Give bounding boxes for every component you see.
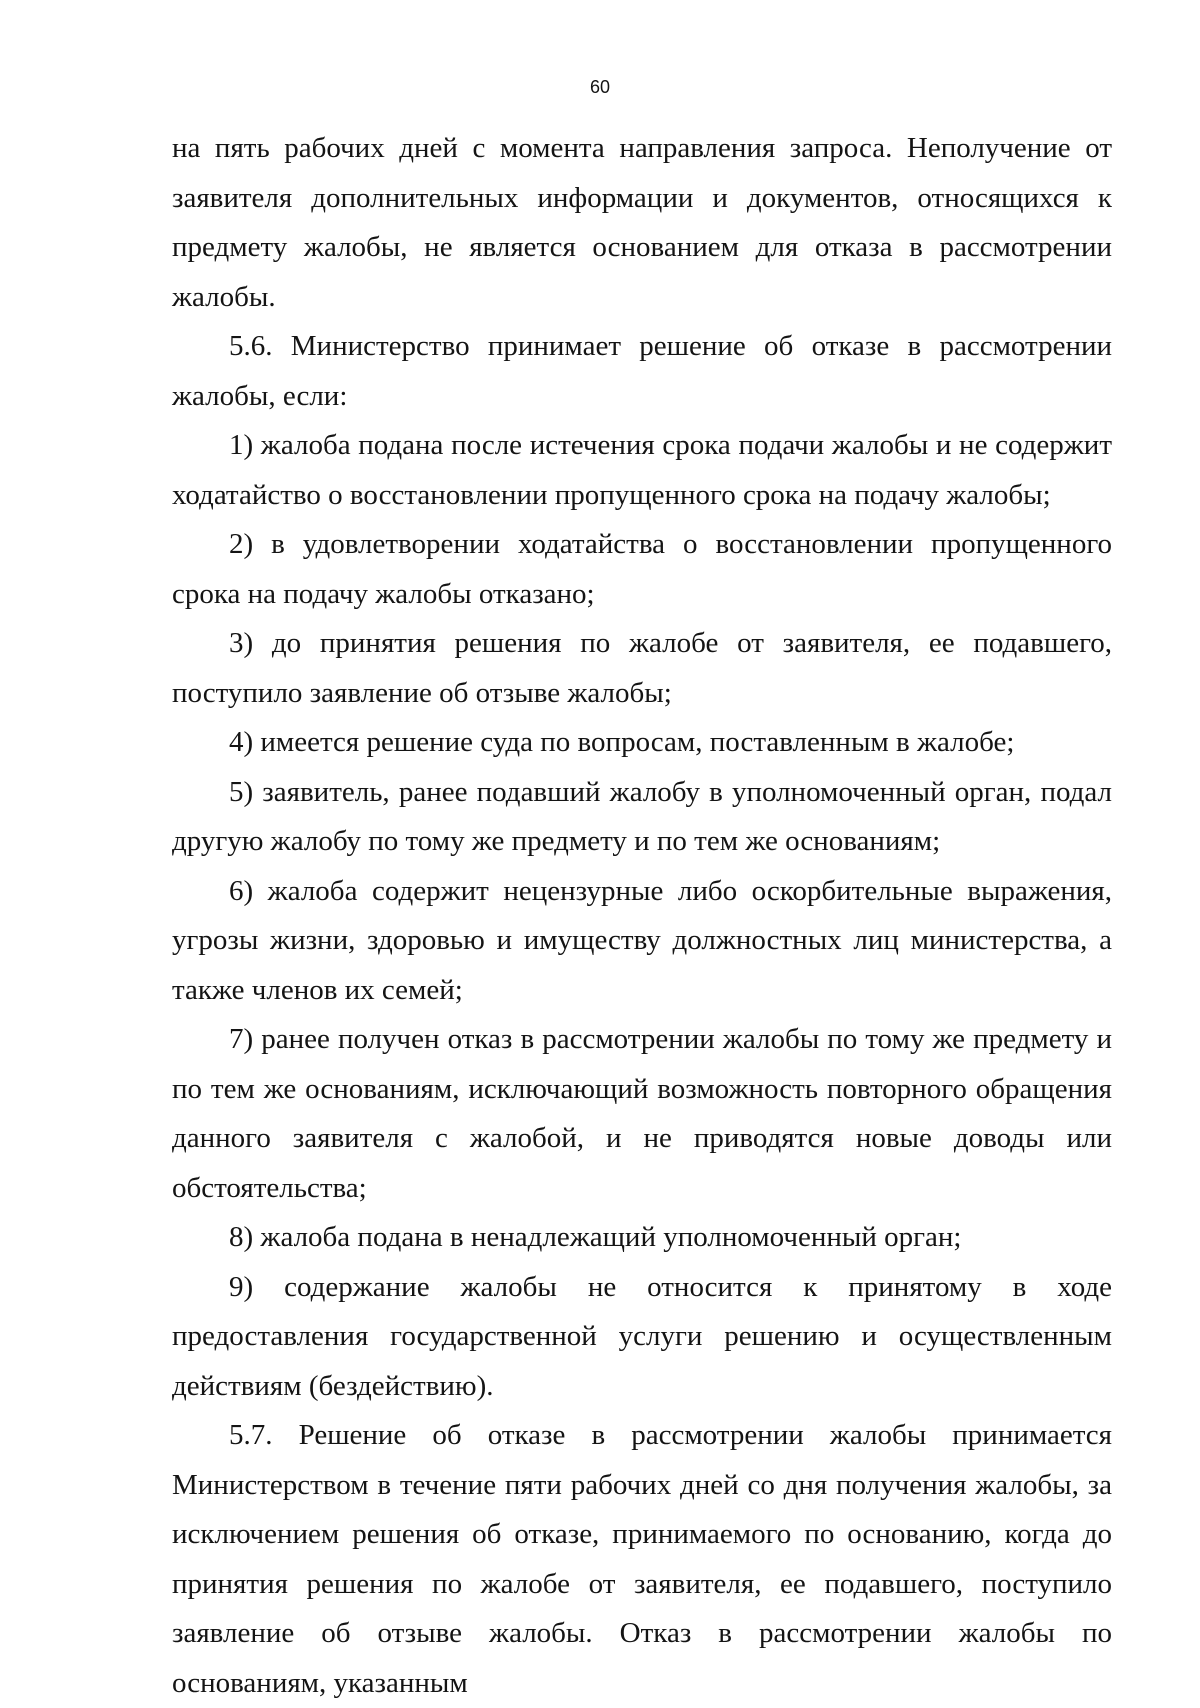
clause-5-6-intro: 5.6. Министерство принимает решение об отказе в рассмотрении жалобы, если:	[172, 330, 1112, 412]
list-item-5: 5) заявитель, ранее подавший жалобу в уполномоченный орган, подал другую жалобу по тому же предмету и по тем же основаниям;	[172, 775, 1112, 857]
list-item-2: 2) в удовлетворении ходатайства о восстановлении пропущенного срока на подачу жалобы отказано;	[172, 528, 1112, 610]
list-item-1: 1) жалоба подана после истечения срока подачи жалобы и не содержит ходатайство о восстановлении пропущенного срока на подачу жалобы;	[172, 429, 1112, 511]
clause-5-7: 5.7. Решение об отказе в рассмотрении жалобы принимается Министерством в течение пяти рабочих дней со дня получения жалобы, за исключением решения об отказе, принимаемого по основанию, когда до принятия решения по жалобе от заявителя, ее подавшего, поступило заявление об отзыве жалобы. Отказ в рассмотрении жалобы по основаниям, указанным	[172, 1419, 1112, 1699]
list-item-9: 9) содержание жалобы не относится к принятому в ходе предоставления государственной услуги решению и осуществленным действиям (бездействию).	[172, 1270, 1112, 1402]
list-item-7: 7) ранее получен отказ в рассмотрении жалобы по тому же предмету и по тем же основаниям, исключающий возможность повторного обращения данного заявителя с жалобой, и не приводятся новые доводы или обстоятельства;	[172, 1023, 1112, 1204]
list-item-6: 6) жалоба содержит нецензурные либо оскорбительные выражения, угрозы жизни, здоровью и имуществу должностных лиц министерства, а также членов их семей;	[172, 874, 1112, 1006]
paragraph-continuation: на пять рабочих дней с момента направления запроса. Неполучение от заявителя дополнительных информации и документов, относящихся к предмету жалобы, не является основанием для отказа в рассмотрении жалобы.	[172, 132, 1112, 313]
document-body	[172, 124, 1112, 1708]
list-item-3: 3) до принятия решения по жалобе от заявителя, ее подавшего, поступило заявление об отзыве жалобы;	[172, 627, 1112, 709]
list-item-8: 8) жалоба подана в ненадлежащий уполномоченный орган;	[229, 1221, 962, 1253]
list-item-4: 4) имеется решение суда по вопросам, поставленным в жалобе;	[229, 726, 1015, 758]
page-number: 60	[589, 77, 611, 97]
